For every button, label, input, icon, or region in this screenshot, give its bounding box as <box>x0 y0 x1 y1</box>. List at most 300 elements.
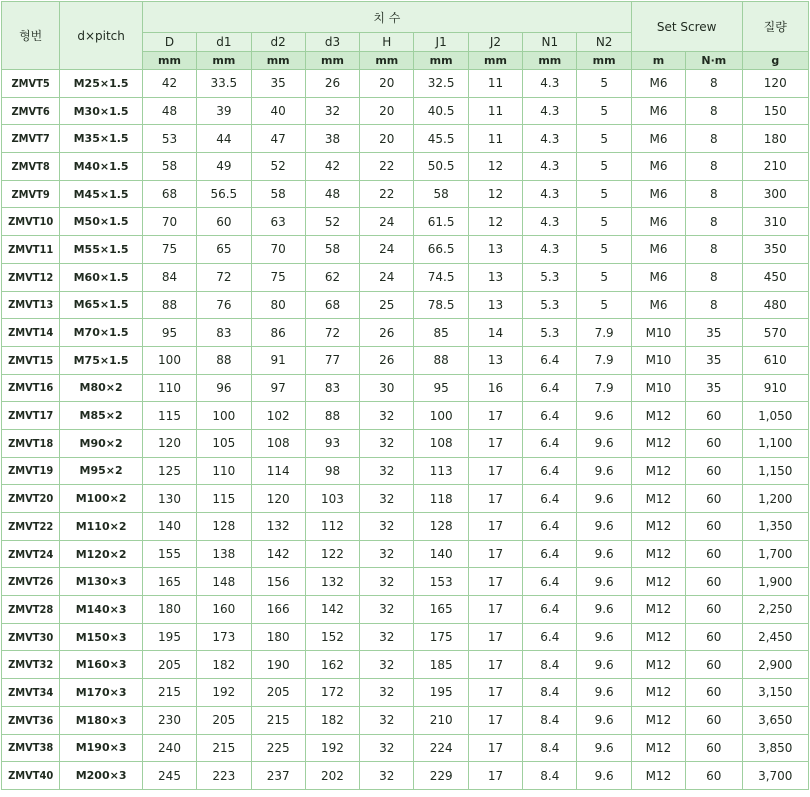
table-row <box>2 374 809 402</box>
cell-mass: 1,100 <box>742 429 809 457</box>
cell-pitch: M170×3 <box>60 679 143 707</box>
spec-table <box>1 1 809 790</box>
table-row <box>2 70 809 98</box>
cell-d3: 42 <box>305 153 359 181</box>
cell-J1: 229 <box>414 762 468 790</box>
table-row <box>2 236 809 264</box>
cell-D: 165 <box>142 568 196 596</box>
table-row <box>2 485 809 513</box>
cell-J1: 95 <box>414 374 468 402</box>
cell-D: 245 <box>142 762 196 790</box>
cell-d3: 103 <box>305 485 359 513</box>
cell-model: ZMVT15 <box>2 346 60 374</box>
cell-D: 205 <box>142 651 196 679</box>
cell-d3: 152 <box>305 623 359 651</box>
cell-N2: 7.9 <box>577 346 631 374</box>
cell-pitch: M160×3 <box>60 651 143 679</box>
cell-screw-m: M6 <box>631 263 685 291</box>
col-header-d1: d1 <box>197 33 251 52</box>
cell-mass: 120 <box>742 70 809 98</box>
cell-H: 32 <box>360 706 414 734</box>
cell-J1: 210 <box>414 706 468 734</box>
cell-H: 26 <box>360 319 414 347</box>
cell-d2: 47 <box>251 125 305 153</box>
cell-d3: 38 <box>305 125 359 153</box>
table-row <box>2 291 809 319</box>
col-header-J1: J1 <box>414 33 468 52</box>
spec-table-body <box>2 70 809 790</box>
cell-D: 230 <box>142 706 196 734</box>
cell-d1: 105 <box>197 429 251 457</box>
cell-mass: 570 <box>742 319 809 347</box>
cell-N2: 9.6 <box>577 596 631 624</box>
cell-N2: 5 <box>577 180 631 208</box>
unit-cell: mm <box>197 52 251 70</box>
cell-screw-m: M12 <box>631 623 685 651</box>
cell-N2: 9.6 <box>577 429 631 457</box>
cell-model: ZMVT18 <box>2 429 60 457</box>
cell-screw-m: M6 <box>631 153 685 181</box>
col-header-J2: J2 <box>468 33 522 52</box>
cell-J1: 32.5 <box>414 70 468 98</box>
table-row <box>2 734 809 762</box>
cell-N1: 5.3 <box>523 291 577 319</box>
cell-d3: 98 <box>305 457 359 485</box>
cell-screw-m: M12 <box>631 513 685 541</box>
cell-N2: 9.6 <box>577 402 631 430</box>
cell-screw-nm: 35 <box>686 346 742 374</box>
cell-H: 20 <box>360 97 414 125</box>
cell-d2: 75 <box>251 263 305 291</box>
cell-d2: 205 <box>251 679 305 707</box>
cell-d1: 44 <box>197 125 251 153</box>
cell-model: ZMVT11 <box>2 236 60 264</box>
col-header-N2: N2 <box>577 33 631 52</box>
cell-d3: 172 <box>305 679 359 707</box>
cell-pitch: M100×2 <box>60 485 143 513</box>
cell-N1: 8.4 <box>523 762 577 790</box>
cell-screw-nm: 8 <box>686 70 742 98</box>
cell-d1: 192 <box>197 679 251 707</box>
cell-N1: 6.4 <box>523 346 577 374</box>
cell-d1: 138 <box>197 540 251 568</box>
cell-d1: 182 <box>197 651 251 679</box>
col-header-H: H <box>360 33 414 52</box>
table-row <box>2 346 809 374</box>
cell-d2: 190 <box>251 651 305 679</box>
cell-screw-nm: 60 <box>686 540 742 568</box>
cell-J2: 17 <box>468 651 522 679</box>
cell-J1: 78.5 <box>414 291 468 319</box>
cell-model: ZMVT13 <box>2 291 60 319</box>
cell-J1: 128 <box>414 513 468 541</box>
cell-d2: 91 <box>251 346 305 374</box>
cell-model: ZMVT17 <box>2 402 60 430</box>
cell-J1: 108 <box>414 429 468 457</box>
unit-cell: mm <box>305 52 359 70</box>
cell-H: 26 <box>360 346 414 374</box>
table-row <box>2 706 809 734</box>
cell-J2: 17 <box>468 513 522 541</box>
cell-screw-m: M6 <box>631 236 685 264</box>
cell-D: 100 <box>142 346 196 374</box>
cell-N2: 9.6 <box>577 734 631 762</box>
table-row <box>2 651 809 679</box>
cell-mass: 3,150 <box>742 679 809 707</box>
unit-cell: m <box>631 52 685 70</box>
cell-screw-nm: 60 <box>686 706 742 734</box>
cell-N1: 8.4 <box>523 706 577 734</box>
cell-d2: 102 <box>251 402 305 430</box>
cell-mass: 1,350 <box>742 513 809 541</box>
table-row <box>2 208 809 236</box>
cell-H: 32 <box>360 513 414 541</box>
cell-d2: 63 <box>251 208 305 236</box>
cell-mass: 310 <box>742 208 809 236</box>
cell-pitch: M55×1.5 <box>60 236 143 264</box>
cell-N1: 4.3 <box>523 153 577 181</box>
cell-mass: 180 <box>742 125 809 153</box>
cell-pitch: M85×2 <box>60 402 143 430</box>
cell-J2: 17 <box>468 706 522 734</box>
cell-D: 240 <box>142 734 196 762</box>
cell-pitch: M95×2 <box>60 457 143 485</box>
cell-H: 32 <box>360 679 414 707</box>
cell-d3: 52 <box>305 208 359 236</box>
cell-d1: 49 <box>197 153 251 181</box>
cell-J2: 17 <box>468 540 522 568</box>
cell-H: 32 <box>360 623 414 651</box>
cell-J1: 40.5 <box>414 97 468 125</box>
cell-mass: 2,250 <box>742 596 809 624</box>
cell-pitch: M35×1.5 <box>60 125 143 153</box>
cell-d3: 112 <box>305 513 359 541</box>
table-row <box>2 180 809 208</box>
cell-d3: 26 <box>305 70 359 98</box>
cell-H: 32 <box>360 402 414 430</box>
cell-screw-m: M6 <box>631 70 685 98</box>
cell-H: 32 <box>360 485 414 513</box>
cell-model: ZMVT12 <box>2 263 60 291</box>
cell-N1: 6.4 <box>523 429 577 457</box>
cell-N1: 6.4 <box>523 623 577 651</box>
col-header-N1: N1 <box>523 33 577 52</box>
cell-pitch: M30×1.5 <box>60 97 143 125</box>
cell-model: ZMVT10 <box>2 208 60 236</box>
cell-J1: 74.5 <box>414 263 468 291</box>
cell-N2: 9.6 <box>577 485 631 513</box>
cell-mass: 1,050 <box>742 402 809 430</box>
cell-H: 30 <box>360 374 414 402</box>
cell-model: ZMVT40 <box>2 762 60 790</box>
cell-J2: 13 <box>468 346 522 374</box>
table-row <box>2 263 809 291</box>
cell-J1: 45.5 <box>414 125 468 153</box>
cell-d1: 72 <box>197 263 251 291</box>
cell-model: ZMVT22 <box>2 513 60 541</box>
cell-model: ZMVT24 <box>2 540 60 568</box>
cell-screw-m: M12 <box>631 679 685 707</box>
cell-N1: 4.3 <box>523 70 577 98</box>
cell-screw-nm: 60 <box>686 457 742 485</box>
cell-model: ZMVT7 <box>2 125 60 153</box>
cell-d2: 166 <box>251 596 305 624</box>
cell-mass: 1,900 <box>742 568 809 596</box>
cell-d3: 142 <box>305 596 359 624</box>
cell-d3: 132 <box>305 568 359 596</box>
cell-model: ZMVT9 <box>2 180 60 208</box>
setscrew-header: Set Screw <box>631 2 742 52</box>
cell-J2: 16 <box>468 374 522 402</box>
cell-pitch: M130×3 <box>60 568 143 596</box>
cell-mass: 2,900 <box>742 651 809 679</box>
cell-screw-nm: 60 <box>686 679 742 707</box>
cell-N2: 9.6 <box>577 762 631 790</box>
cell-J1: 100 <box>414 402 468 430</box>
cell-screw-nm: 60 <box>686 762 742 790</box>
cell-N2: 9.6 <box>577 457 631 485</box>
cell-N2: 9.6 <box>577 706 631 734</box>
cell-screw-nm: 8 <box>686 97 742 125</box>
cell-H: 32 <box>360 457 414 485</box>
cell-screw-m: M12 <box>631 568 685 596</box>
cell-model: ZMVT28 <box>2 596 60 624</box>
cell-screw-m: M6 <box>631 125 685 153</box>
table-row <box>2 153 809 181</box>
cell-J1: 224 <box>414 734 468 762</box>
cell-d1: 65 <box>197 236 251 264</box>
cell-D: 53 <box>142 125 196 153</box>
cell-pitch: M80×2 <box>60 374 143 402</box>
cell-J2: 13 <box>468 291 522 319</box>
dimensions-header: 치 수 <box>142 2 631 33</box>
cell-model: ZMVT19 <box>2 457 60 485</box>
cell-J2: 11 <box>468 125 522 153</box>
cell-mass: 300 <box>742 180 809 208</box>
table-row <box>2 429 809 457</box>
cell-screw-nm: 8 <box>686 153 742 181</box>
cell-mass: 1,700 <box>742 540 809 568</box>
cell-N2: 5 <box>577 125 631 153</box>
cell-d3: 77 <box>305 346 359 374</box>
cell-d1: 110 <box>197 457 251 485</box>
cell-mass: 3,650 <box>742 706 809 734</box>
cell-model: ZMVT32 <box>2 651 60 679</box>
unit-cell: mm <box>523 52 577 70</box>
cell-J2: 17 <box>468 568 522 596</box>
cell-N1: 6.4 <box>523 540 577 568</box>
cell-N1: 4.3 <box>523 97 577 125</box>
cell-N1: 6.4 <box>523 402 577 430</box>
cell-J2: 17 <box>468 485 522 513</box>
table-row <box>2 457 809 485</box>
cell-N2: 5 <box>577 291 631 319</box>
cell-screw-m: M12 <box>631 734 685 762</box>
cell-d1: 96 <box>197 374 251 402</box>
cell-pitch: M70×1.5 <box>60 319 143 347</box>
cell-mass: 480 <box>742 291 809 319</box>
cell-d1: 173 <box>197 623 251 651</box>
cell-J2: 17 <box>468 596 522 624</box>
table-row <box>2 540 809 568</box>
cell-screw-m: M12 <box>631 596 685 624</box>
cell-H: 25 <box>360 291 414 319</box>
cell-N2: 5 <box>577 153 631 181</box>
cell-mass: 1,200 <box>742 485 809 513</box>
cell-D: 70 <box>142 208 196 236</box>
unit-cell: g <box>742 52 809 70</box>
cell-J1: 185 <box>414 651 468 679</box>
cell-N1: 6.4 <box>523 457 577 485</box>
unit-cell: mm <box>577 52 631 70</box>
cell-D: 88 <box>142 291 196 319</box>
cell-pitch: M50×1.5 <box>60 208 143 236</box>
cell-N2: 5 <box>577 97 631 125</box>
cell-N2: 5 <box>577 70 631 98</box>
cell-pitch: M65×1.5 <box>60 291 143 319</box>
cell-d1: 115 <box>197 485 251 513</box>
unit-cell: N·m <box>686 52 742 70</box>
cell-pitch: M180×3 <box>60 706 143 734</box>
cell-screw-nm: 8 <box>686 236 742 264</box>
cell-d3: 202 <box>305 762 359 790</box>
cell-N2: 5 <box>577 236 631 264</box>
cell-mass: 3,850 <box>742 734 809 762</box>
cell-model: ZMVT5 <box>2 70 60 98</box>
cell-screw-m: M12 <box>631 540 685 568</box>
cell-d1: 39 <box>197 97 251 125</box>
cell-J2: 17 <box>468 762 522 790</box>
unit-cell: mm <box>468 52 522 70</box>
cell-model: ZMVT20 <box>2 485 60 513</box>
cell-N1: 8.4 <box>523 651 577 679</box>
cell-pitch: M200×3 <box>60 762 143 790</box>
cell-H: 32 <box>360 568 414 596</box>
cell-N2: 9.6 <box>577 623 631 651</box>
cell-d2: 237 <box>251 762 305 790</box>
cell-d2: 35 <box>251 70 305 98</box>
cell-D: 115 <box>142 402 196 430</box>
cell-N2: 5 <box>577 263 631 291</box>
cell-d3: 72 <box>305 319 359 347</box>
cell-screw-m: M6 <box>631 291 685 319</box>
cell-D: 195 <box>142 623 196 651</box>
cell-model: ZMVT26 <box>2 568 60 596</box>
cell-J1: 61.5 <box>414 208 468 236</box>
cell-d2: 52 <box>251 153 305 181</box>
cell-d2: 86 <box>251 319 305 347</box>
cell-D: 42 <box>142 70 196 98</box>
cell-J2: 17 <box>468 679 522 707</box>
cell-N2: 9.6 <box>577 651 631 679</box>
cell-J1: 175 <box>414 623 468 651</box>
cell-d3: 58 <box>305 236 359 264</box>
cell-pitch: M40×1.5 <box>60 153 143 181</box>
cell-d2: 70 <box>251 236 305 264</box>
cell-d2: 80 <box>251 291 305 319</box>
cell-screw-nm: 60 <box>686 485 742 513</box>
cell-mass: 3,700 <box>742 762 809 790</box>
cell-d2: 108 <box>251 429 305 457</box>
cell-screw-nm: 60 <box>686 734 742 762</box>
table-row <box>2 568 809 596</box>
cell-H: 32 <box>360 429 414 457</box>
cell-screw-nm: 8 <box>686 263 742 291</box>
cell-screw-nm: 60 <box>686 402 742 430</box>
cell-d1: 160 <box>197 596 251 624</box>
cell-J2: 14 <box>468 319 522 347</box>
table-row <box>2 97 809 125</box>
cell-screw-m: M12 <box>631 402 685 430</box>
cell-D: 180 <box>142 596 196 624</box>
cell-H: 24 <box>360 263 414 291</box>
cell-model: ZMVT16 <box>2 374 60 402</box>
cell-screw-nm: 60 <box>686 568 742 596</box>
cell-mass: 910 <box>742 374 809 402</box>
cell-mass: 1,150 <box>742 457 809 485</box>
cell-N2: 9.6 <box>577 513 631 541</box>
cell-N2: 9.6 <box>577 679 631 707</box>
cell-mass: 610 <box>742 346 809 374</box>
cell-d1: 60 <box>197 208 251 236</box>
cell-d1: 223 <box>197 762 251 790</box>
cell-d2: 225 <box>251 734 305 762</box>
cell-model: ZMVT8 <box>2 153 60 181</box>
table-row <box>2 623 809 651</box>
cell-model: ZMVT38 <box>2 734 60 762</box>
cell-J1: 118 <box>414 485 468 513</box>
cell-N1: 4.3 <box>523 208 577 236</box>
cell-d3: 162 <box>305 651 359 679</box>
unit-cell: mm <box>142 52 196 70</box>
table-row <box>2 402 809 430</box>
cell-d3: 93 <box>305 429 359 457</box>
cell-J1: 140 <box>414 540 468 568</box>
cell-screw-m: M10 <box>631 346 685 374</box>
cell-H: 22 <box>360 180 414 208</box>
cell-screw-m: M6 <box>631 180 685 208</box>
cell-N1: 6.4 <box>523 374 577 402</box>
cell-D: 155 <box>142 540 196 568</box>
cell-d1: 215 <box>197 734 251 762</box>
cell-N2: 9.6 <box>577 540 631 568</box>
cell-d3: 192 <box>305 734 359 762</box>
cell-D: 120 <box>142 429 196 457</box>
cell-screw-nm: 60 <box>686 596 742 624</box>
cell-pitch: M190×3 <box>60 734 143 762</box>
cell-d1: 148 <box>197 568 251 596</box>
cell-J1: 85 <box>414 319 468 347</box>
cell-screw-nm: 8 <box>686 180 742 208</box>
cell-screw-m: M12 <box>631 485 685 513</box>
cell-d2: 114 <box>251 457 305 485</box>
cell-H: 20 <box>360 125 414 153</box>
cell-screw-m: M12 <box>631 706 685 734</box>
cell-d2: 180 <box>251 623 305 651</box>
cell-pitch: M90×2 <box>60 429 143 457</box>
cell-model: ZMVT6 <box>2 97 60 125</box>
cell-d2: 97 <box>251 374 305 402</box>
cell-pitch: M120×2 <box>60 540 143 568</box>
cell-d3: 32 <box>305 97 359 125</box>
cell-screw-nm: 35 <box>686 319 742 347</box>
cell-D: 130 <box>142 485 196 513</box>
model-header: 형번 <box>2 2 60 70</box>
cell-N2: 7.9 <box>577 319 631 347</box>
cell-N1: 8.4 <box>523 679 577 707</box>
cell-pitch: M60×1.5 <box>60 263 143 291</box>
cell-model: ZMVT30 <box>2 623 60 651</box>
